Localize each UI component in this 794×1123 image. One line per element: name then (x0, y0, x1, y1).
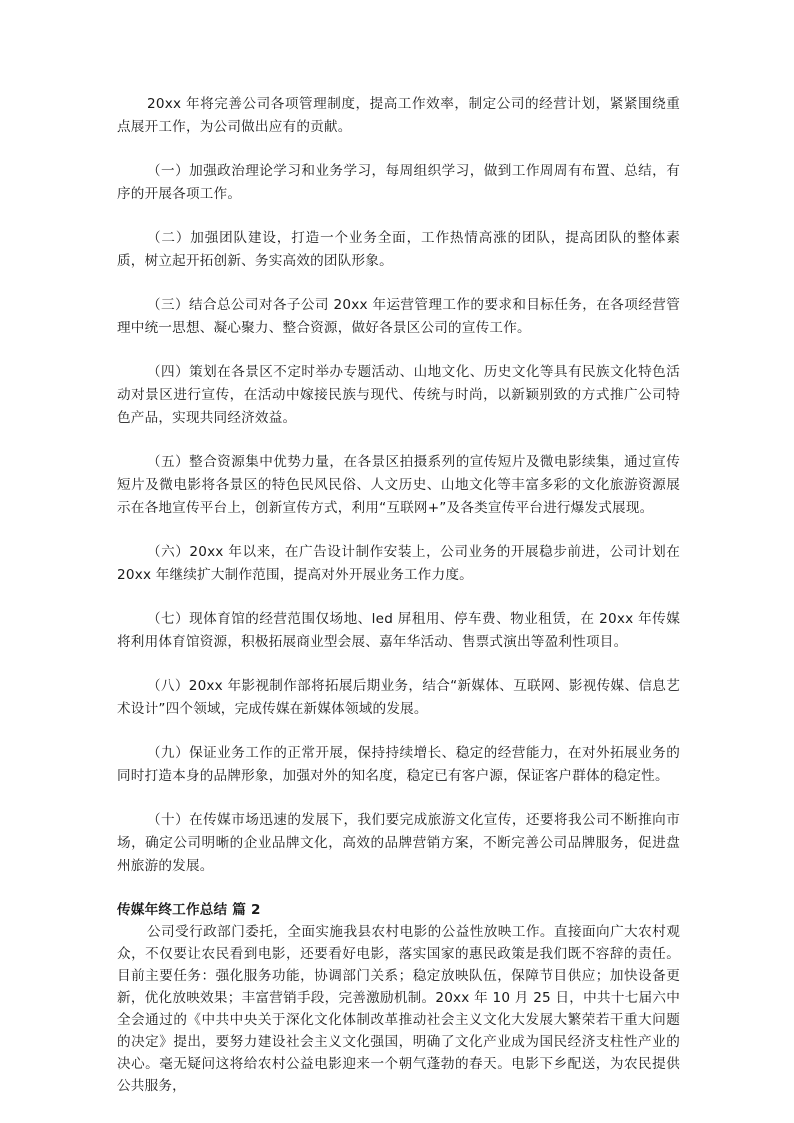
paragraph-item-2: （二）加强团队建设，打造一个业务全面，工作热情高涨的团队，提高团队的整体素质，树立起开拓创新、务实高效的团队形象。 (117, 230, 680, 269)
paragraph-item-8: （八）20xx 年影视制作部将拓展后期业务，结合“新媒体、互联网、影视传媒、信息艺术设计”四个领域，完成传媒在新媒体领域的发展。 (117, 678, 680, 717)
paragraph-intro: 20xx 年将完善公司各项管理制度，提高工作效率，制定公司的经营计划，紧紧围绕重点展开工作，为公司做出应有的贡献。 (117, 96, 680, 135)
paragraph-item-3: （三）结合总公司对各子公司 20xx 年运营管理工作的要求和目标任务，在各项经营管理中统一思想、凝心聚力、整合资源，做好各景区公司的宣传工作。 (117, 297, 680, 336)
paragraph-item-9: （九）保证业务工作的正常开展，保持持续增长、稳定的经营能力，在对外拓展业务的同时打造本身的品牌形象，加强对外的知名度，稳定已有客户源，保证客户群体的稳定性。 (117, 745, 680, 784)
paragraph-item-6: （六）20xx 年以来，在广告设计制作安装上，公司业务的开展稳步前进，公司计划在 20xx 年继续扩大制作范围，提高对外开展业务工作力度。 (117, 544, 680, 583)
paragraph-item-5: （五）整合资源集中优势力量，在各景区拍摄系列的宣传短片及微电影续集，通过宣传短片及微电影将各景区的特色民风民俗、人文历史、山地文化等丰富多彩的文化旅游资源展示在各地宣传平台上，创新宣传方式，利用“互联网+”及各类宣传平台进行爆发式展现。 (117, 454, 680, 516)
paragraph-item-4: （四）策划在各景区不定时举办专题活动、山地文化、历史文化等具有民族文化特色活动对景区进行宣传，在活动中嫁接民族与现代、传统与时尚，以新颖别致的方式推广公司特色产品，实现共同经济效益。 (117, 364, 680, 426)
paragraph-item-1: （一）加强政治理论学习和业务学习，每周组织学习，做到工作周周有布置、总结，有序的开展各项工作。 (117, 163, 680, 202)
section-heading: 传媒年终工作总结 篇 2 (117, 902, 261, 918)
paragraph-item-7: （七）现体育馆的经营范围仅场地、led 屏租用、停车费、物业租赁，在 20xx 年传媒将利用体育馆资源，积极拓展商业型会展、嘉年华活动、售票式演出等盈利性项目。 (117, 611, 680, 650)
section-paragraph: 公司受行政部门委托，全面实施我县农村电影的公益性放映工作。直接面向广大农村观众，不仅要让农民看到电影，还要看好电影，落实国家的惠民政策是我们既不容辞的责任。目前主要任务：强化服务功能，协调部门关系；稳定放映队伍，保障节目供应；加快设备更新，优化放映效果；丰富营销手段，完善激励机制。20xx 年 10 月 25 日，中共十七届六中全会通过的《中共中央关于深化文化体制改革推动社会主义文化大发展大繁荣若干重大问题的决定》提出，要努力建设社会主义文化强国，明确了文化产业成为国民经济支柱性产业的决心。毫无疑问这将给农村公益电影迎来一个朝气蓬勃的春天。电影下乡配送，为农民提供公共服务， (117, 924, 680, 1094)
paragraph-item-10: （十）在传媒市场迅速的发展下，我们要完成旅游文化宣传，还要将我公司不断推向市场，确定公司明晰的企业品牌文化，高效的品牌营销方案，不断完善公司品牌服务，促进盘州旅游的发展。 (117, 812, 680, 874)
